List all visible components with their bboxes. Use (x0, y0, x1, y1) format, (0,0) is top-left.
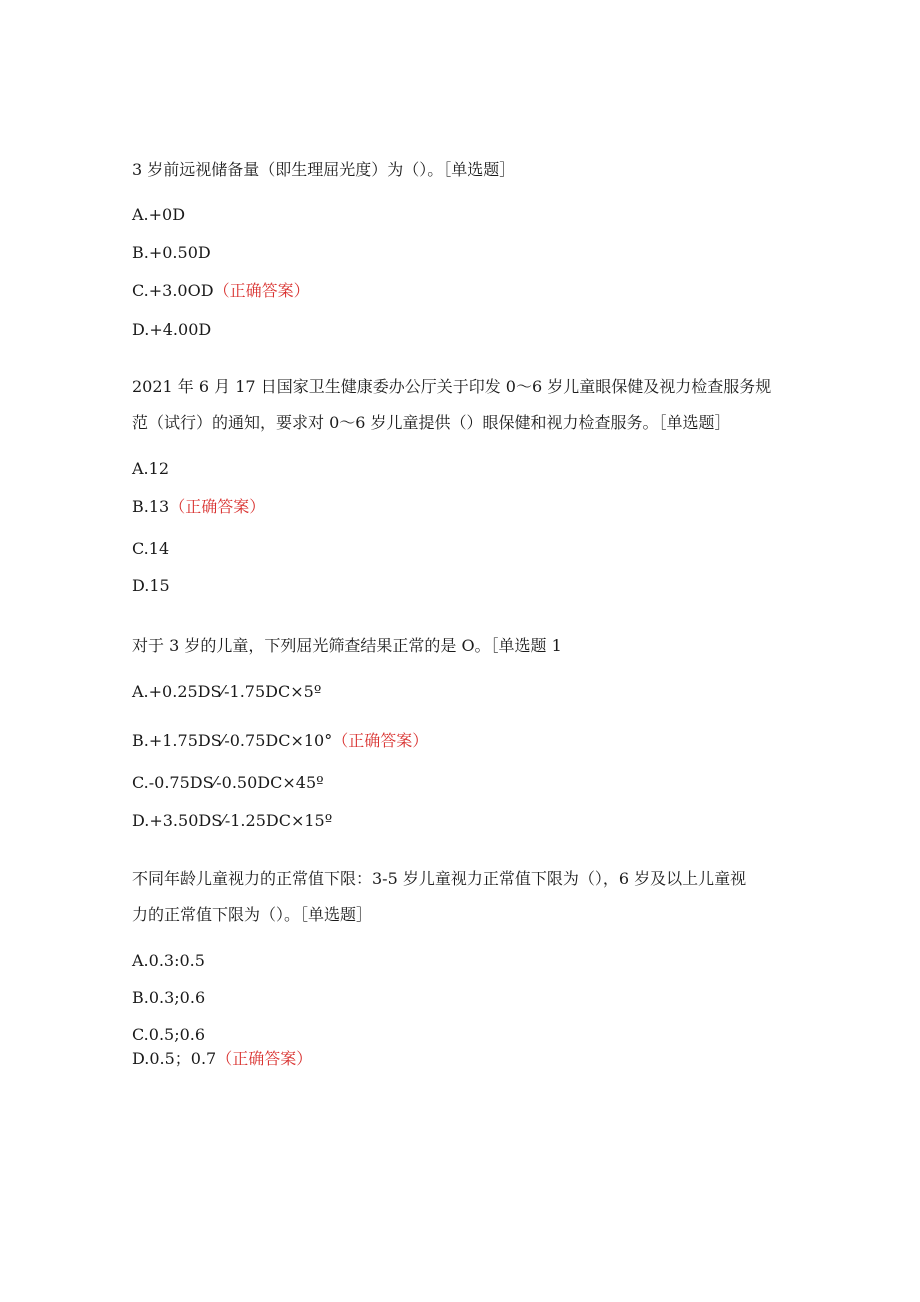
question-2-option-b (132, 497, 265, 517)
question-4-option-a: A.0.3:0.5 (132, 951, 205, 970)
question-4-text-line-2: 力的正常值下限为（）。［单选题］ (132, 905, 373, 924)
question-2-text-line-2: 范（试行）的通知，要求对 0～6 岁儿童提供（）眼保健和视力检查服务。［单选题］ (132, 413, 731, 432)
question-1-text: 3 岁前远视储备量（即生理屈光度）为（）。［单选题］ (132, 160, 516, 179)
question-1-option-b: B.+0.50D (132, 243, 211, 262)
question-1-option-c (132, 281, 310, 301)
question-2-option-c: C.14 (132, 539, 170, 558)
option-text: B.+1.75DS⁄-0.75DC×10° (132, 731, 333, 750)
question-2-text-line-1: 2021 年 6 月 17 日国家卫生健康委办公厅关于印发 0～6 岁儿童眼保健及视力检查服务规 (132, 377, 772, 396)
option-text: C.+3.0OD (132, 281, 214, 300)
question-4-text-line-1: 不同年龄儿童视力的正常值下限：3-5 岁儿童视力正常值下限为（），6 岁及以上儿童视 (132, 869, 747, 888)
question-3-option-d: D.+3.50DS⁄-1.25DC×15º (132, 811, 333, 830)
question-3-option-c: C.-0.75DS⁄-0.50DC×45º (132, 773, 324, 792)
question-2-option-d: D.15 (132, 576, 170, 595)
question-3-option-a: A.+0.25DS⁄-1.75DC×5º (132, 682, 322, 701)
correct-answer-mark: （正确答案） (216, 1049, 313, 1068)
question-1-option-d: D.+4.00D (132, 320, 212, 339)
question-4-option-b: B.0.3;0.6 (132, 988, 206, 1007)
question-4-option-d (132, 1049, 312, 1069)
question-1-option-a: A.+0D (132, 205, 186, 224)
correct-answer-mark: （正确答案） (332, 731, 429, 750)
question-3-option-b (132, 731, 428, 751)
option-text: D.0.5；0.7 (132, 1049, 217, 1068)
correct-answer-mark: （正确答案） (169, 497, 266, 516)
option-text: B.13 (132, 497, 170, 516)
question-3-text: 对于 3 岁的儿童，下列屈光筛查结果正常的是 O。［单选题 1 (132, 636, 562, 655)
question-2-option-a: A.12 (132, 459, 169, 478)
correct-answer-mark: （正确答案） (213, 281, 310, 300)
question-4-option-c: C.0.5;0.6 (132, 1025, 206, 1044)
